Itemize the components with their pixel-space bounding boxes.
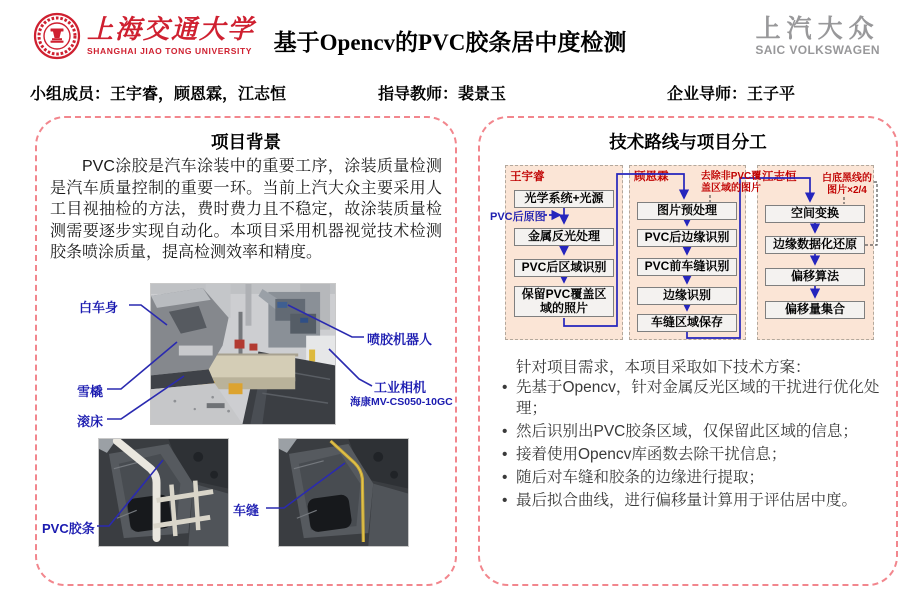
team-members: 小组成员：王宇睿，顾恩霖，江志恒 [30, 86, 287, 103]
flow-box: 保留PVC覆盖区域的照片 [514, 286, 614, 317]
pvc-strip-photo [98, 438, 229, 547]
label-roller-bed: 滚床 [77, 414, 104, 429]
company-name-en: SAIC VOLKSWAGEN [755, 43, 880, 57]
solution-bullet: • 随后对车缝和胶条的边缘进行提取； [500, 467, 882, 488]
car-seam-photo [278, 438, 409, 547]
owner-name-2: 顾恩霖 [634, 171, 669, 183]
saic-logo-group [755, 16, 880, 57]
solution-bullet: • 先基于Opencv，针对金属反光区域的干扰进行优化处理； [500, 377, 882, 419]
flow-box: 光学系统+光源 [514, 190, 614, 208]
flow-box: 金属反光处理 [514, 228, 614, 246]
project-background-panel [35, 116, 457, 586]
university-name-en: SHANGHAI JIAO TONG UNIVERSITY [87, 46, 253, 56]
background-title: 项目背景 [211, 132, 281, 152]
flow-transfer-label-2: 白底黑线的图片×2/4 [822, 173, 872, 196]
flow-box: PVC前车缝识别 [637, 258, 737, 276]
solution-bullet: • 然后识别出PVC胶条区域，仅保留此区域的信息； [500, 421, 882, 442]
flow-box: 边缘数据化还原 [765, 236, 865, 254]
technical-route-panel [478, 116, 898, 586]
label-sled: 雪橇 [77, 384, 104, 399]
route-title: 技术路线与项目分工 [609, 132, 767, 152]
flow-box: 空间变换 [765, 205, 865, 223]
label-glue-robot: 喷胶机器人 [367, 332, 433, 347]
solution-bullet: • 最后拟合曲线，进行偏移量计算用于评估居中度。 [500, 490, 882, 511]
solution-intro: 针对项目需求，本项目采取如下技术方案： [516, 359, 811, 376]
page-title: 基于Opencv的PVC胶条居中度检测 [273, 30, 627, 55]
advisor: 指导教师：裴景玉 [378, 86, 507, 103]
university-name-cn: 上海交通大学 [87, 15, 256, 44]
flow-box: 偏移量集合 [765, 301, 865, 319]
label-camera: 工业相机 [374, 380, 427, 395]
flow-box: 车缝区域保存 [637, 314, 737, 332]
label-body-in-white: 白车身 [79, 300, 119, 315]
label-car-seam: 车缝 [233, 503, 260, 518]
owner-name-1: 王宇睿 [510, 171, 545, 183]
flow-transfer-label-1: 去除非PVC覆盖区域的图片 [700, 171, 762, 194]
label-pvc-strip: PVC胶条 [42, 521, 95, 536]
solution-bullet: • 接着使用Opencv库函数去除干扰信息； [500, 444, 882, 465]
flow-box: PVC后边缘识别 [637, 229, 737, 247]
enterprise-mentor: 企业导师：王子平 [667, 86, 796, 103]
owner-name-3: 江志恒 [762, 171, 797, 183]
background-paragraph: PVC涂胶是汽车涂装中的重要工序，涂装质量检测是汽车质量控制的重要一环。当前上汽大众主要采用人工目视抽检的方法，费时费力且不稳定，故涂装质量检测需要逐步实现自动化。本项目采用机器视觉技术检测胶条喷涂质量，提高检测效率和精度。 [50, 158, 442, 261]
company-name-cn: 上汽大众 [755, 15, 880, 43]
flow-box: 边缘识别 [637, 287, 737, 305]
solution-bullets [500, 377, 882, 513]
flow-box: PVC后区域识别 [514, 259, 614, 277]
factory-photo [150, 283, 336, 425]
flow-box: 图片预处理 [637, 202, 737, 220]
label-camera-model: 海康MV-CS050-10GC [350, 396, 453, 408]
flow-input-label: PVC后原图 [490, 211, 546, 223]
people-row [0, 81, 900, 101]
flow-box: 偏移算法 [765, 268, 865, 286]
